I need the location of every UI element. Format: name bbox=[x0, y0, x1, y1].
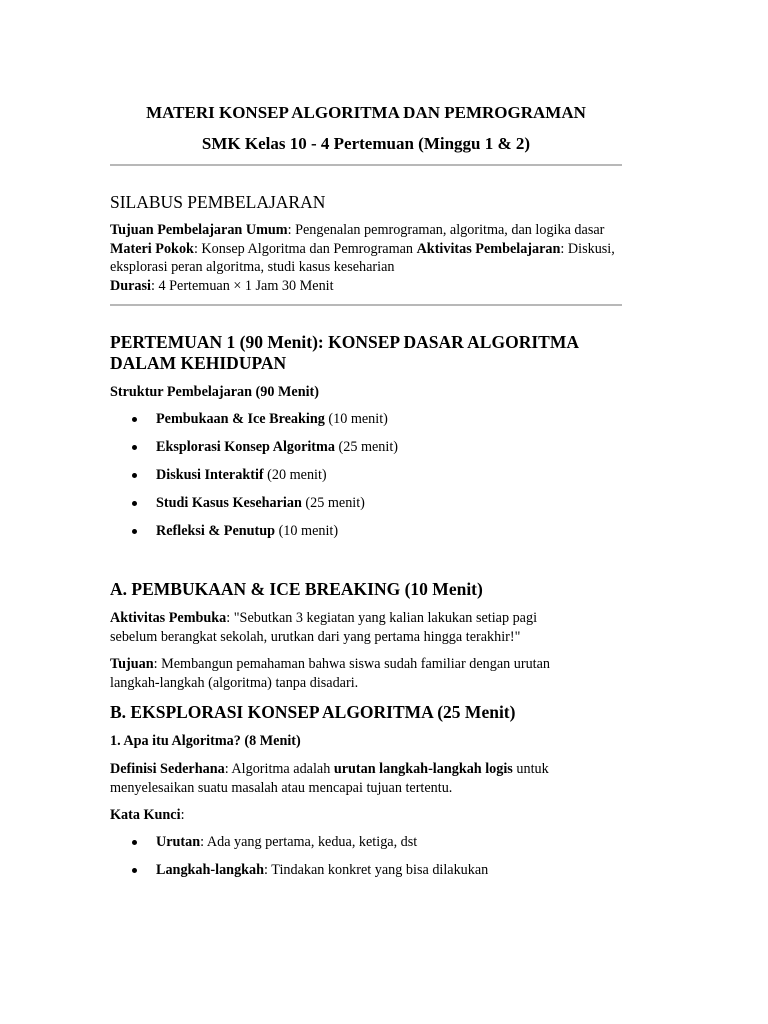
aktivitas-pembuka-text-2: sebelum berangkat sekolah, urutkan dari yang pertama hingga terakhir!" bbox=[110, 628, 521, 645]
bullet-icon bbox=[132, 529, 137, 534]
list-item bbox=[110, 833, 622, 852]
tujuan-paragraph bbox=[110, 655, 622, 692]
section-a-heading: A. PEMBUKAAN & ICE BREAKING (10 Menit) bbox=[110, 579, 483, 599]
tujuan-a-label: Tujuan bbox=[110, 656, 154, 672]
tujuan-a-text-2: langkah-langkah (algoritma) tanpa disadari. bbox=[110, 674, 359, 691]
kata-kunci-label: Kata Kunci bbox=[110, 807, 181, 823]
list-item-label: Langkah-langkah bbox=[156, 862, 265, 878]
bullet-icon bbox=[132, 501, 137, 506]
list-item-detail: : Tindakan konkret yang bisa dilakukan bbox=[264, 862, 489, 878]
tujuan-label: Tujuan Pembelajaran Umum bbox=[110, 222, 288, 238]
struktur-heading: Struktur Pembelajaran (90 Menit) bbox=[110, 384, 319, 400]
bullet-icon bbox=[132, 473, 137, 478]
list-item-detail: (25 menit) bbox=[334, 439, 398, 455]
bullet-icon bbox=[132, 840, 137, 845]
definisi-text-2: menyelesaikan suatu masalah atau mencapai tujuan tertentu. bbox=[110, 779, 453, 796]
materi-text: : Konsep Algoritma dan Pemrograman bbox=[193, 240, 417, 257]
pertemuan1-heading bbox=[110, 332, 622, 374]
document-title: MATERI KONSEP ALGORITMA DAN PEMROGRAMAN bbox=[146, 103, 586, 122]
list-item-label: Refleksi & Penutup bbox=[156, 523, 276, 539]
aktivitas-pembuka-label: Aktivitas Pembuka bbox=[110, 610, 227, 626]
list-item-label: Diskusi Interaktif bbox=[156, 467, 264, 483]
list-item bbox=[110, 494, 622, 513]
bullet-icon bbox=[132, 445, 137, 450]
pertemuan1-heading-line2: DALAM KEHIDUPAN bbox=[110, 353, 287, 373]
subsection-heading: 1. Apa itu Algoritma? (8 Menit) bbox=[110, 733, 301, 749]
kata-kunci-heading bbox=[110, 806, 622, 825]
definisi-label: Definisi Sederhana bbox=[110, 761, 225, 777]
aktivitas-pembuka-text: : "Sebutkan 3 kegiatan yang kalian lakukan setiap pagi bbox=[226, 610, 538, 626]
aktivitas-paragraph bbox=[110, 609, 622, 646]
list-item bbox=[110, 438, 622, 457]
kata-kunci-colon: : bbox=[180, 807, 185, 823]
silabus-heading: SILABUS PEMBELAJARAN bbox=[110, 192, 326, 212]
list-item-detail: (10 menit) bbox=[275, 523, 339, 539]
silabus-paragraph bbox=[110, 221, 622, 295]
bullet-icon bbox=[132, 868, 137, 873]
list-item-label: Eksplorasi Konsep Algoritma bbox=[156, 439, 335, 455]
section-b-heading: B. EKSPLORASI KONSEP ALGORITMA (25 Menit) bbox=[110, 702, 516, 722]
materi-label: Materi Pokok bbox=[110, 240, 194, 257]
list-item bbox=[110, 466, 622, 485]
list-item-label: Urutan bbox=[156, 834, 201, 850]
list-item-label: Studi Kasus Keseharian bbox=[156, 495, 302, 511]
list-item bbox=[110, 861, 622, 880]
list-item bbox=[110, 522, 622, 541]
aktivitas-text: : Diskusi, eksplorasi peran algoritma, studi kasus keseharian bbox=[110, 240, 615, 275]
bullet-icon bbox=[132, 417, 137, 422]
aktivitas-label: Aktivitas Pembelajaran bbox=[416, 240, 561, 257]
divider bbox=[110, 304, 622, 306]
definisi-bold: urutan langkah-langkah logis bbox=[333, 761, 513, 777]
divider bbox=[110, 164, 622, 166]
list-item-detail: (25 menit) bbox=[301, 495, 365, 511]
tujuan-a-text: : Membangun pemahaman bahwa siswa sudah familiar dengan urutan bbox=[153, 656, 550, 672]
durasi-text: : 4 Pertemuan × 1 Jam 30 Menit bbox=[151, 277, 334, 294]
tujuan-text: : Pengenalan pemrograman, algoritma, dan logika dasar bbox=[287, 222, 605, 238]
definisi-text-end: untuk bbox=[512, 761, 549, 777]
list-item-detail: : Ada yang pertama, kedua, ketiga, dst bbox=[200, 834, 418, 850]
document-subtitle: SMK Kelas 10 - 4 Pertemuan (Minggu 1 & 2) bbox=[201, 134, 531, 153]
list-item-detail: (20 menit) bbox=[263, 467, 327, 483]
list-item-label: Pembukaan & Ice Breaking bbox=[156, 411, 325, 427]
definisi-paragraph bbox=[110, 760, 622, 797]
definisi-text: : Algoritma adalah bbox=[224, 761, 334, 777]
pertemuan1-heading-line1: PERTEMUAN 1 (90 Menit): KONSEP DASAR ALGORITMA bbox=[110, 332, 579, 352]
durasi-label: Durasi bbox=[110, 277, 151, 294]
list-item bbox=[110, 410, 622, 429]
list-item-detail: (10 menit) bbox=[324, 411, 388, 427]
